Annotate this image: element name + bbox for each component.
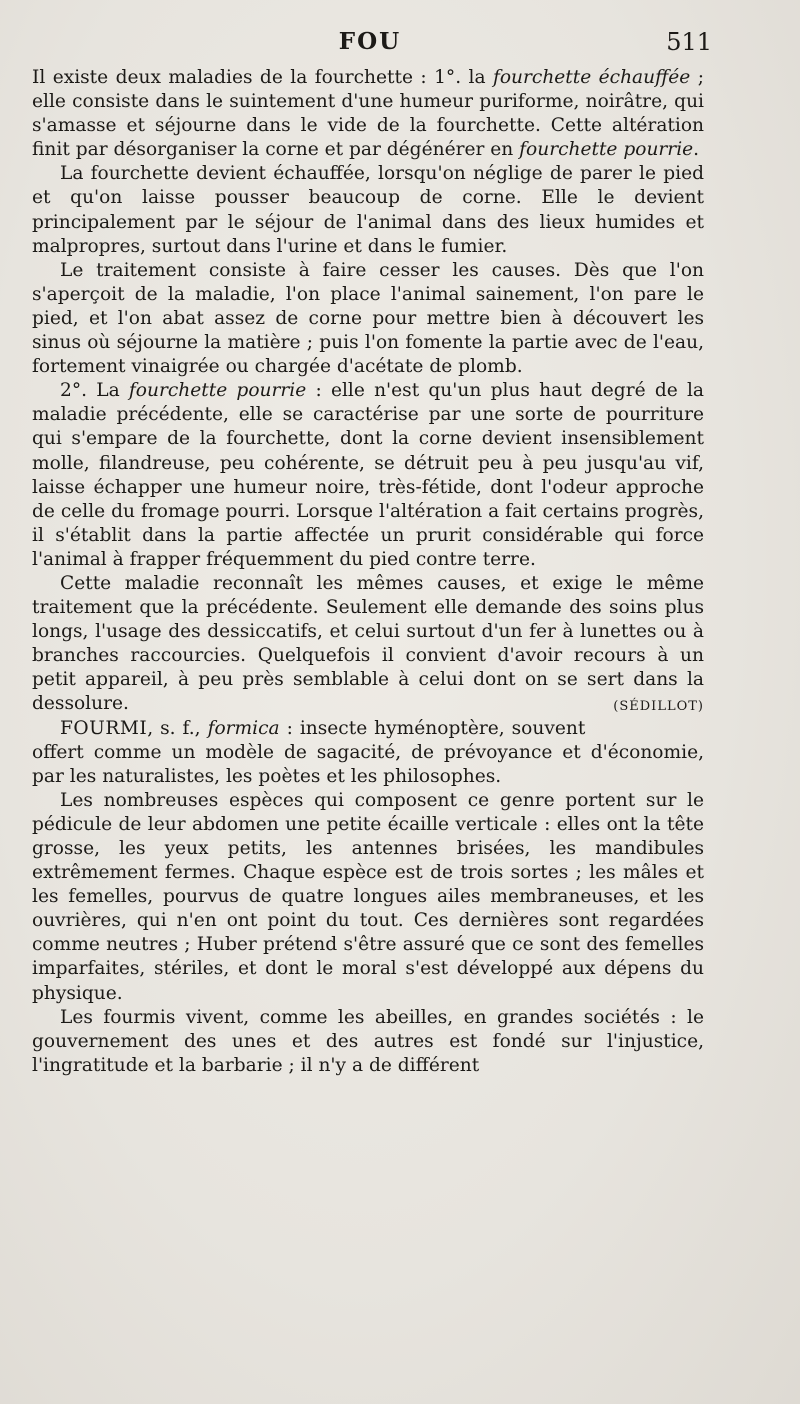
- page-header: [32, 28, 712, 68]
- italic-term: fourchette pourrie: [128, 380, 307, 402]
- text-run: Cette maladie reconnaît les mêmes causes, et exige le même traitement que la précédente. Seulement elle demande des soins plus longs, l'usage des dessiccatifs, et celui surtout d'un fer à lunettes ou à branches raccourcies. Quelquefois il convient d'avoir recours à un petit appareil, à peu près semblable à celui dont on se sert dans la dessolure.: [32, 572, 704, 715]
- text-run: , s. f.,: [147, 717, 208, 739]
- text-run: : elle n'est qu'un plus haut degré de la maladie précédente, elle se caractérise par une sorte de pourriture qui s'empare de la fourchette, dont la corne devient insensiblement molle, filandreuse, peu cohérente, se détruit peu à peu jusqu'au vif, laisse échapper une humeur noire, très-fétide, dont l'odeur approche de celle du fromage pourri. Lorsque l'altération a fait certains progrès, il s'établit dans la partie affectée un prurit considérable qui force l'animal à frapper fréquemment du pied contre terre.: [32, 380, 704, 570]
- author-signature: (SÉDILLOT): [613, 699, 704, 715]
- page-number: 511: [666, 28, 712, 56]
- paragraph-two-diseases: [32, 66, 704, 162]
- paragraph-treatment: Le traitement consiste à faire cesser les causes. Dès que l'on s'aperçoit de la maladie, l'on place l'animal sainement, l'on pare le pied, et l'on abat assez de corne pour mettre bien à découvert les sinus où séjourne la matière ; puis l'on fomente la partie avec de l'eau, fortement vinaigrée ou chargée d'acétate de plomb.: [32, 259, 704, 378]
- italic-term: formica: [207, 717, 280, 739]
- text-run: 2°. La: [60, 380, 129, 402]
- text-run: : insecte hyménoptère, souvent offert comme un modèle de sagacité, de prévoyance et d'économie, par les naturalistes, les poètes et les philosophes.: [32, 717, 704, 787]
- running-head: FOU: [338, 28, 402, 55]
- text-run: Il existe deux maladies de la fourchette : 1°. la: [32, 67, 493, 88]
- paragraph-causes: La fourchette devient échauffée, lorsqu'on néglige de parer le pied et qu'on laisse pousser beaucoup de corne. Elle le devient principalement par le séjour de l'animal dans des lieux humides et malpropres, surtout dans l'urine et dans le fumier.: [32, 163, 704, 257]
- text-body: [32, 66, 704, 1078]
- entry-headword: FOURMI: [60, 717, 148, 739]
- paragraph-rotten-frog: [32, 379, 704, 572]
- text-run: .: [693, 139, 700, 161]
- italic-term: fourchette pourrie: [519, 139, 694, 161]
- paragraph-same-causes: [32, 572, 704, 717]
- entry-fourmi: [32, 717, 704, 789]
- text-run: ; elle consiste dans le suintement d'une humeur puriforme, noirâtre, qui s'amasse et séjourne dans le vide de la fourchette. Cette altération finit par désorganiser la corne et par dégénérer en: [32, 67, 704, 161]
- paragraph-societies: Les fourmis vivent, comme les abeilles, en grandes sociétés : le gouvernement des unes et des autres est fondé sur l'injustice, l'ingratitude et la barbarie ; il n'y a de différent: [32, 1006, 704, 1076]
- italic-term: fourchette échauffée: [492, 67, 691, 88]
- paragraph-species: Les nombreuses espèces qui composent ce genre portent sur le pédicule de leur abdomen une petite écaille verticale : elles ont la tête grosse, les yeux petits, les antennes brisées, les mandibules extrêmement fermes. Chaque espèce est de trois sortes ; les mâles et les femelles, pourvus de quatre longues ailes membraneuses, et les ouvrières, qui n'en ont point du tout. Ces dernières sont regardées comme neutres ; Huber prétend s'être assuré que ce sont des femelles imparfaites, stériles, et dont le moral s'est développé aux dépens du physique.: [32, 789, 704, 1004]
